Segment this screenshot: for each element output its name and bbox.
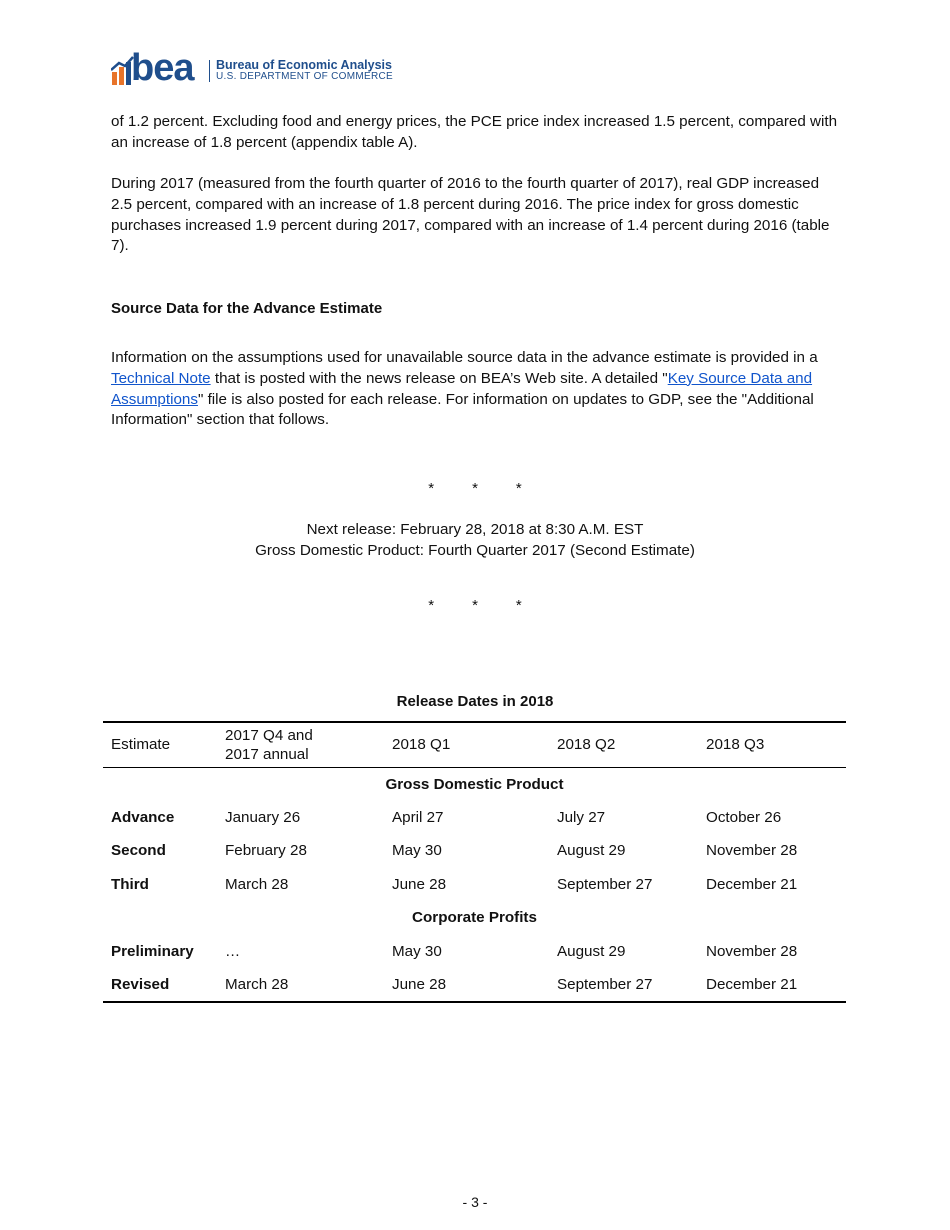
table-title: Release Dates in 2018 bbox=[396, 693, 554, 710]
date-cell: June 28 bbox=[392, 975, 447, 993]
next-release-block bbox=[0, 519, 950, 561]
star: * bbox=[472, 597, 478, 614]
date-cell: August 29 bbox=[557, 942, 626, 960]
table-row bbox=[103, 968, 846, 1002]
logo-department-name: U.S. DEPARTMENT OF COMMERCE bbox=[216, 71, 394, 82]
date-cell: September 27 bbox=[557, 875, 653, 893]
star: * bbox=[515, 480, 522, 497]
date-cell: November 28 bbox=[706, 842, 798, 860]
section-label: Corporate Profits bbox=[412, 909, 537, 927]
date-cell: May 30 bbox=[392, 942, 442, 960]
row-label: Third bbox=[111, 875, 149, 893]
header-cell bbox=[217, 722, 384, 767]
next-release-subject: Gross Domestic Product: Fourth Quarter 2017 (Second Estimate) bbox=[255, 542, 695, 559]
page-number: - 3 - bbox=[462, 1194, 488, 1210]
date-cell: September 27 bbox=[557, 975, 653, 993]
section-heading-source-data: Source Data for the Advance Estimate bbox=[111, 300, 383, 317]
logo-agency-name: Bureau of Economic Analysis bbox=[216, 58, 392, 72]
header-cell-text: 2017 Q4 and 2017 annual bbox=[225, 726, 313, 763]
paragraph-source-data bbox=[111, 348, 841, 431]
table-row bbox=[103, 868, 846, 902]
date-cell: March 28 bbox=[225, 875, 289, 893]
key-source-data-link[interactable]: Key Source Data and Assumptions bbox=[111, 369, 813, 408]
star: * bbox=[428, 480, 435, 497]
star: * bbox=[472, 480, 478, 497]
date-cell: March 28 bbox=[225, 975, 289, 993]
logo-text bbox=[216, 60, 393, 82]
bea-logo-mark bbox=[111, 47, 205, 89]
date-cell: July 27 bbox=[557, 808, 606, 826]
date-cell: December 21 bbox=[706, 975, 798, 993]
section-row-profits bbox=[103, 901, 846, 935]
date-cell: October 26 bbox=[706, 808, 782, 826]
section-label: Gross Domestic Product bbox=[385, 775, 564, 793]
star: * bbox=[515, 597, 522, 614]
table-row bbox=[103, 935, 846, 969]
date-cell: … bbox=[225, 942, 241, 960]
date-cell: January 26 bbox=[225, 808, 301, 826]
row-label: Advance bbox=[111, 808, 175, 826]
paragraph-pce-index: of 1.2 percent. Excluding food and energy prices, the PCE price index increased 1.5 percent, compared with an increase of 1.8 percent (appendix table A). bbox=[111, 113, 838, 151]
bea-logo bbox=[111, 47, 394, 89]
next-release-date: Next release: February 28, 2018 at 8:30 A.M. EST bbox=[306, 521, 644, 538]
text-span: " file is also posted for each release. For information on updates to GDP, see the "Additional Information" section that follows. bbox=[111, 390, 814, 429]
date-cell: April 27 bbox=[392, 808, 444, 826]
release-dates-table bbox=[103, 721, 846, 1003]
table-row bbox=[103, 801, 846, 835]
table-header-row bbox=[103, 722, 846, 767]
date-cell: November 28 bbox=[706, 942, 798, 960]
table-row bbox=[103, 834, 846, 868]
logo-word: bea bbox=[131, 47, 194, 89]
text-span: that is posted with the news release on BEA’s Web site. A detailed " bbox=[210, 369, 668, 387]
text-span: Information on the assumptions used for unavailable source data in the advance estimate is provided in a bbox=[111, 349, 818, 366]
technical-note-link[interactable]: Technical Note bbox=[111, 369, 211, 387]
star: * bbox=[428, 597, 435, 614]
header-cell: 2018 Q2 bbox=[557, 736, 616, 754]
date-cell: August 29 bbox=[557, 842, 626, 860]
paragraph-2017-gdp: During 2017 (measured from the fourth quarter of 2016 to the fourth quarter of 2017), real GDP increased 2.5 percent, compared with an increase of 1.8 percent during 2016. The price index for gross domestic purchases increased 1.9 percent during 2017, compared with an increase of 1.4 percent during 2016 (table 7). bbox=[111, 175, 830, 255]
date-cell: December 21 bbox=[706, 875, 798, 893]
row-label: Revised bbox=[111, 975, 170, 993]
logo-separator bbox=[209, 60, 210, 82]
date-cell: May 30 bbox=[392, 842, 442, 860]
date-cell: February 28 bbox=[225, 842, 307, 860]
separator-stars bbox=[0, 597, 950, 614]
separator-stars bbox=[0, 480, 950, 497]
header-cell: 2018 Q1 bbox=[392, 736, 451, 754]
header-cell: 2018 Q3 bbox=[706, 736, 765, 754]
row-label: Second bbox=[111, 842, 166, 860]
section-row-gdp bbox=[103, 767, 846, 801]
date-cell: June 28 bbox=[392, 875, 447, 893]
row-label: Preliminary bbox=[111, 942, 194, 960]
header-cell: Estimate bbox=[111, 736, 171, 754]
